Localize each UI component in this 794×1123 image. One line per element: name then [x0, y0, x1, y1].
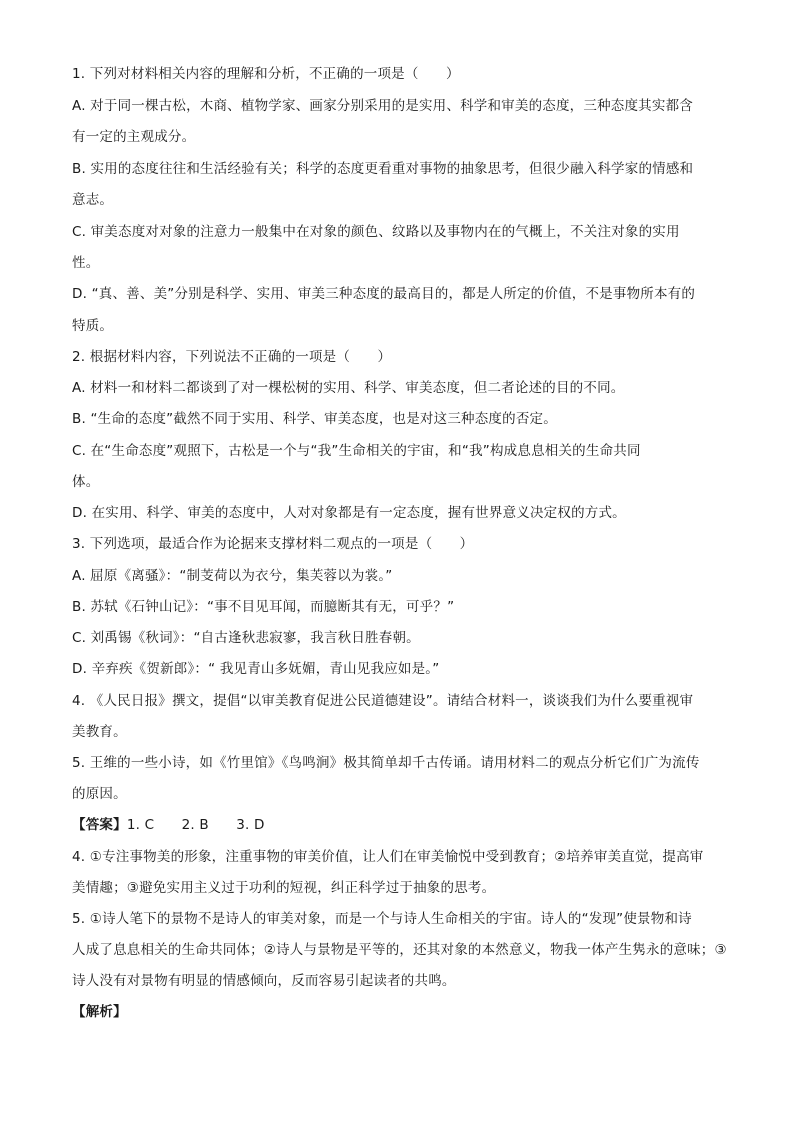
q3-option-d: D. 辛弃疾《贺新郎》：“ 我见青山多妩媚，青山见我应如是。” [72, 661, 440, 677]
q2-option-c-line1: C. 在“生命态度”观照下，古松是一个与“我”生命相关的宇宙，和“我”构成息息相关的生命共同 [72, 443, 641, 459]
question-3-stem: 3. 下列选项，最适合作为论据来支撑材料二观点的一项是（ ） [72, 536, 474, 552]
answer-5-line3: 诗人没有对景物有明显的情感倾向，反而容易引起读者的共鸣。 [72, 973, 456, 989]
q1-option-b-line2: 意志。 [72, 192, 114, 208]
q2-option-d: D. 在实用、科学、审美的态度中，人对对象都是有一定态度，握有世界意义决定权的方式。 [72, 505, 626, 521]
answer-5-line2: 人成了息息相关的生命共同体；②诗人与景物是平等的，还其对象的本然意义，物我一体产生隽永的意味；③ [72, 942, 727, 958]
q3-option-a: A. 屈原《离骚》：“制芰荷以为衣兮，集芙蓉以为裳。” [72, 568, 393, 584]
q1-option-a-line1: A. 对于同一棵古松，木商、植物学家、画家分别采用的是实用、科学和审美的态度，三种态度其实都含 [72, 98, 693, 114]
q1-option-c-line1: C. 审美态度对对象的注意力一般集中在对象的颜色、纹路以及事物内在的气概上，不关注对象的实用 [72, 224, 680, 240]
answer-row [72, 815, 265, 835]
question-2-stem: 2. 根据材料内容，下列说法不正确的一项是（ ） [72, 349, 392, 365]
question-4-line2: 美教育。 [72, 724, 127, 740]
q1-option-c-line2: 性。 [72, 255, 100, 271]
q3-option-c: C. 刘禹锡《秋词》：“自古逢秋悲寂寥，我言秋日胜春朝。 [72, 630, 420, 646]
q2-option-c-line2: 体。 [72, 474, 100, 490]
q1-option-d-line1: D. “真、善、美”分别是科学、实用、审美三种态度的最高目的，都是人所定的价值，不是事物所本有的 [72, 286, 696, 302]
question-5-line1: 5. 王维的一些小诗，如《竹里馆》《鸟鸣涧》极其简单却千古传诵。请用材料二的观点分析它们广为流传 [72, 755, 700, 771]
q2-option-a: A. 材料一和材料二都谈到了对一棵松树的实用、科学、审美态度，但二者论述的目的不同。 [72, 380, 625, 396]
q3-option-b: B. 苏轼《石钟山记》：“事不目见耳闻，而臆断其有无，可乎？” [72, 599, 455, 615]
question-1-stem: 1. 下列对材料相关内容的理解和分析，不正确的一项是（ ） [72, 66, 460, 82]
answer-5-line1: 5. ①诗人笔下的景物不是诗人的审美对象，而是一个与诗人生命相关的宇宙。诗人的“发现”使景物和诗 [72, 911, 692, 927]
q2-option-b: B. “生命的态度”截然不同于实用、科学、审美态度，也是对这三种态度的否定。 [72, 411, 557, 427]
answer-4-line1: 4. ①专注事物美的形象，注重事物的审美价值，让人们在审美愉悦中受到教育；②培养审美直觉，提高审 [72, 849, 704, 865]
q1-option-d-line2: 特质。 [72, 318, 114, 334]
analysis-label: 【解析】 [72, 1004, 127, 1020]
answer-4-line2: 美情趣；③避免实用主义过于功利的短视，纠正科学过于抽象的思考。 [72, 880, 496, 896]
q1-option-b-line1: B. 实用的态度往往和生活经验有关；科学的态度更看重对事物的抽象思考，但很少融入科学家的情感和 [72, 161, 694, 177]
answer-choices: 1. C 2. B 3. D [126, 817, 265, 833]
question-5-line2: 的原因。 [72, 786, 127, 802]
question-4-line1: 4. 《人民日报》撰文，提倡“以审美教育促进公民道德建设”。请结合材料一，谈谈我们为什么要重视审 [72, 693, 694, 709]
answer-label: 【答案】 [72, 817, 127, 833]
q1-option-a-line2: 有一定的主观成分。 [72, 129, 196, 145]
